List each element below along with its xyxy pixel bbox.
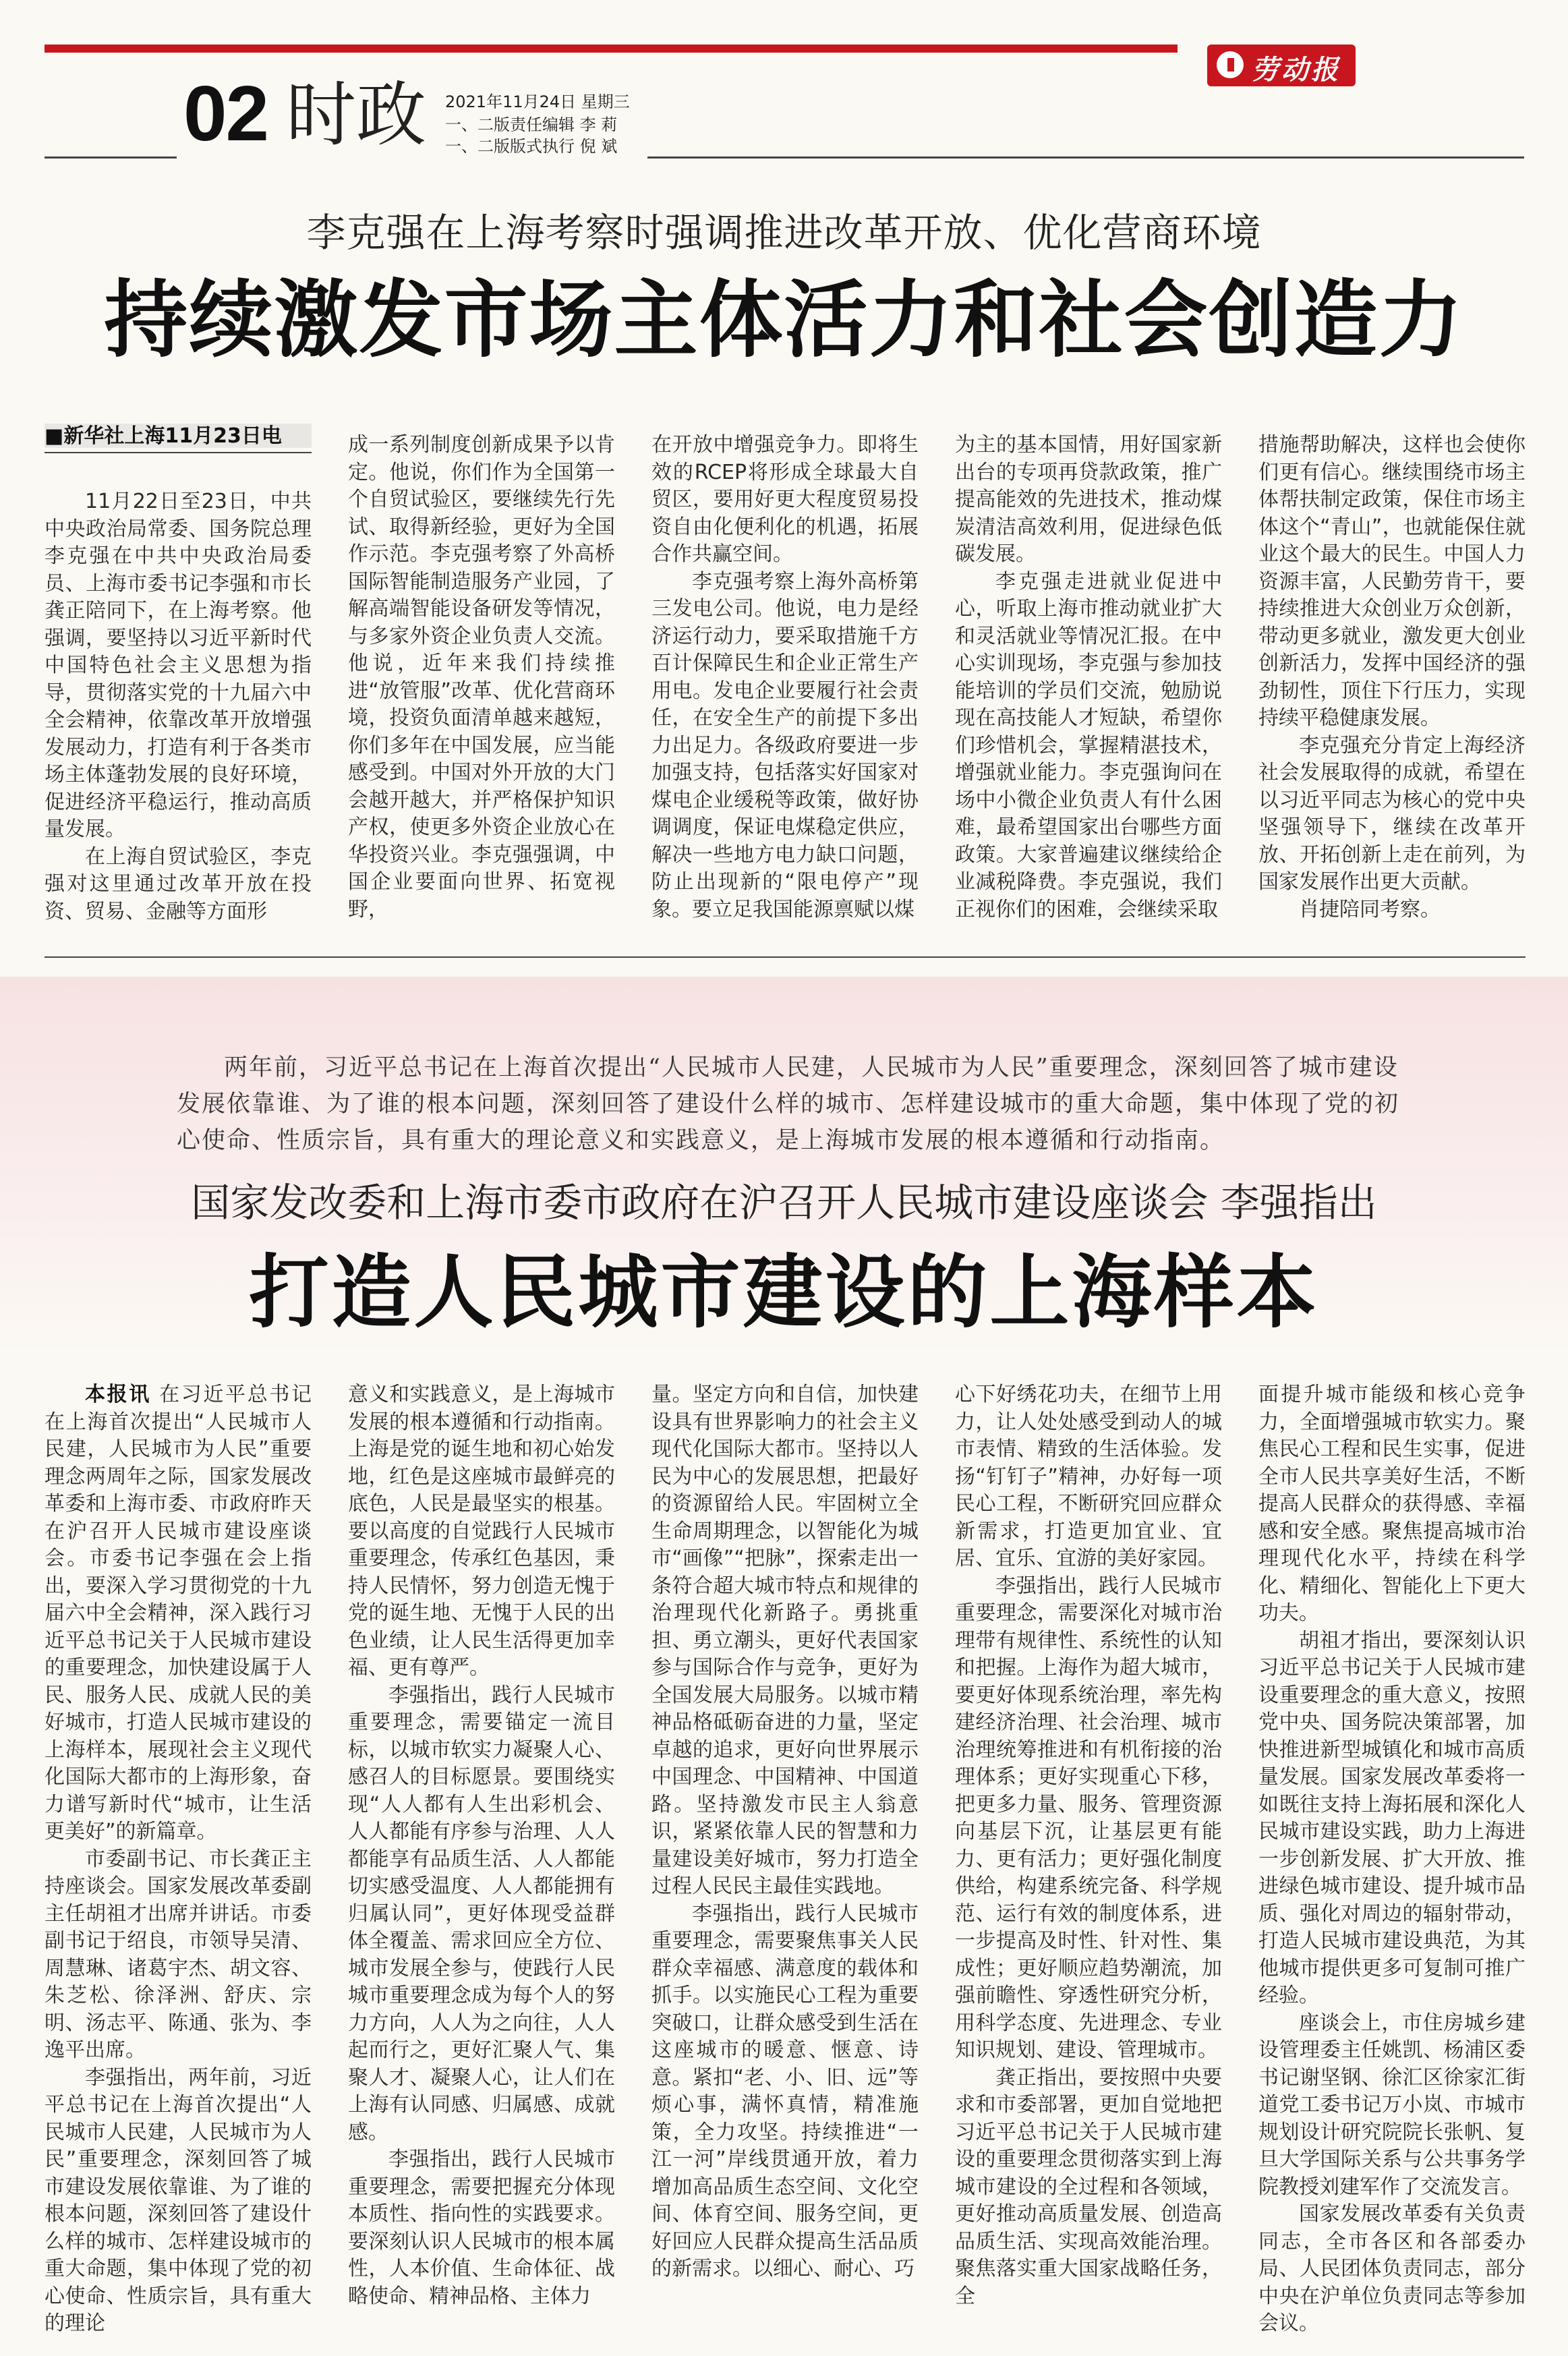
- layout-credit: 一、二版版式执行 倪 斌: [445, 137, 618, 156]
- lead-tag: 本报讯: [85, 1383, 151, 1406]
- paragraph: 国家发展改革委有关负责同志，全市各区和各部委办局、人民团体负责同志，部分中央在沪单位负责同志等参加会议。: [1258, 2202, 1526, 2335]
- paragraph: 李强指出，践行人民城市重要理念，需要把握充分体现本质性、指向性的实践要求。要深刻认识人民城市的根本属性，人本价值、生命体征、战略使命、精神品格、主体力: [348, 2148, 615, 2308]
- paragraph: 措施帮助解决，这样也会使你们更有信心。继续围绕市场主体帮扶制定政策，保住市场主体这个“青山”，也就能保住就业这个最大的民生。中国人力资源丰富，人民勤劳肯干，要持续推进大众创业万众创新，带动更多就业，激发更大创业创新活力，发挥中国经济的强劲韧性，顶住下行压力，实现持续平稳健康发展。: [1258, 433, 1526, 730]
- article1-dateline: ■新华社上海11月23日电: [45, 424, 282, 448]
- paragraph: 李克强走进就业促进中心，听取上海市推动就业扩大和灵活就业等情况汇报。在中心实训现场，李克强与参加技能培训的学员们交流，勉励说现在高技能人才短缺，希望你们珍惜机会，掌握精湛技术，增强就业能力。李克强询问在场中小微企业负责人有什么困难，最希望国家出台哪些方面政策。大家普遍建议继续给企业减税降费。李克强说，我们正视你们的困难，会继续采取: [955, 569, 1222, 921]
- paper-logo: [1207, 45, 1356, 86]
- paragraph: 龚正指出，要按照中央要求和市委部署，更加自觉地把习近平总书记关于人民城市建设的重要理念贯彻落实到上海城市建设的全过程和各领域，更好推动高质量发展、创造高品质生活、实现高效能治理。聚焦落实重大国家战略任务，全: [955, 2065, 1222, 2308]
- issue-date: 2021年11月24日 星期三: [445, 92, 630, 111]
- article2-column-4: [955, 1381, 1222, 2319]
- paragraph: 在上海自贸试验区，李克强对这里通过改革开放在投资、贸易、金融等方面形: [45, 844, 312, 923]
- article2-column-2: [348, 1381, 615, 2319]
- article-divider: [45, 956, 1526, 958]
- paragraph: 胡祖才指出，要深刻认识习近平总书记关于人民城市建设重要理念的重大意义，按照党中央、国务院决策部署，加快推进新型城镇化和城市高质量发展。国家发展改革委将一如既往支持上海拓展和深化人民城市建设实践，助力上海进一步创新发展、扩大开放、推进绿色城市建设、提升城市品质、强化对周边的辐射带动，打造人民城市建设典范，为其他城市提供更多可复制可推广经验。: [1258, 1628, 1526, 2007]
- article1-column-4: [955, 432, 1222, 942]
- article1-title: 持续激发市场主体活力和社会创造力: [104, 271, 1464, 369]
- section-name: 时政: [286, 74, 427, 156]
- article1-column-1: [45, 488, 312, 942]
- article2-column-1: [45, 1381, 312, 2335]
- article1-column-2: [348, 432, 615, 942]
- paragraph: 座谈会上，市住房城乡建设管理委主任姚凯、杨浦区委书记谢坚钢、徐汇区徐家汇街道党工委书记万小岚、市城市规划设计研究院院长张帆、复旦大学国际关系与公共事务学院教授刘建军作了交流发言。: [1258, 2011, 1526, 2199]
- top-red-rule: [45, 45, 1178, 53]
- paragraph: 李强指出，践行人民城市重要理念，需要锚定一流目标，以城市软实力凝聚人心、感召人的目标愿景。要围绕实现“人人都有人生出彩机会、人人都能有序参与治理、人人都能享有品质生活、人人都能切实感受温度、人人都能拥有归属认同”，更好体现受益群体全覆盖、需求回应全方位、城市发展全参与，使践行人民城市重要理念成为每个人的努力方向，人人为之向往，人人起而行之，更好汇聚人气、集聚人才、凝聚人心，让人们在上海有认同感、归属感、成就感。: [348, 1683, 615, 2144]
- paragraph: 意义和实践意义，是上海城市发展的根本遵循和行动指南。上海是党的诞生地和初心始发地，红色是这座城市最鲜亮的底色，人民是最坚实的根基。要以高度的自觉践行人民城市重要理念，传承红色基因，秉持人民情怀，努力创造无愧于党的诞生地、无愧于人民的出色业绩，让人民生活得更加幸福、更有尊严。: [348, 1383, 615, 1679]
- article2-title: 打造人民城市建设的上海样本: [249, 1245, 1319, 1339]
- paragraph: 面提升城市能级和核心竞争力，全面增强城市软实力。聚焦民心工程和民生实事，促进全市人民共享美好生活，不断提高人民群众的获得感、幸福感和安全感。聚焦提高城市治理现代化水平，持续在科学化、精细化、智能化上下更大功夫。: [1258, 1383, 1526, 1625]
- article1-column-5: [1258, 432, 1526, 942]
- paragraph: 李强指出，践行人民城市重要理念，需要深化对城市治理带有规律性、系统性的认知和把握。上海作为超大城市，要更好体现系统治理，率先构建经济治理、社会治理、城市治理统筹推进和有机衔接的治理体系；更好实现重心下移，把更多力量、服务、管理资源向基层下沉，让基层更有能力、更有活力；更好强化制度供给，构建系统完备、科学规范、运行有效的制度体系，进一步提高及时性、针对性、集成性；更好顺应趋势潮流，加强前瞻性、穿透性研究分析，用科学态度、先进理念、专业知识规划、建设、管理城市。: [955, 1574, 1222, 2062]
- paragraph: 李克强充分肯定上海经济社会发展取得的成就，希望在以习近平同志为核心的党中央坚强领导下，继续在改革开放、开拓创新上走在前列，为国家发展作出更大贡献。: [1258, 733, 1526, 894]
- paragraph: 李强指出，践行人民城市重要理念，需要聚焦事关人民群众幸福感、满意度的载体和抓手。以实施民心工程为重要突破口，让群众感受到生活在这座城市的暖意、惬意、诗意。紧扣“老、小、旧、远”等烦心事，满怀真情，精准施策，全力攻坚。持续推进“一江一河”岸线贯通开放，着力增加高品质生态空间、文化空间、体育空间、服务空间，更好回应人民群众提高生活品质的新需求。以细心、耐心、巧: [651, 1901, 919, 2280]
- paragraph: 11月22日至23日，中共中央政治局常委、国务院总理李克强在中共中央政治局委员、上海市委书记李强和市长龚正陪同下，在上海考察。他强调，要坚持以习近平新时代中国特色社会主义思想为指导，贯彻落实党的十九届六中全会精神，依靠改革开放增强发展动力，打造有利于各类市场主体蓬勃发展的良好环境，促进经济平稳运行，推动高质量发展。: [45, 490, 312, 841]
- editor-credit: 一、二版责任编辑 李 莉: [445, 115, 618, 134]
- paragraph: 在开放中增强竞争力。即将生效的RCEP将形成全球最大自贸区，要用好更大程度贸易投资自由化便利化的机遇，拓展合作共赢空间。: [651, 433, 919, 566]
- paragraph: 心下好绣花功夫，在细节上用力，让人处处感受到动人的城市表情、精致的生活体验。发扬“钉钉子”精神，办好每一项民心工程，不断研究回应群众新需求，打造更加宜业、宜居、宜乐、宜游的美好家园。: [955, 1383, 1222, 1570]
- article1-subtitle: 李克强在上海考察时强调推进改革开放、优化营商环境: [306, 210, 1262, 256]
- paragraph: 在习近平总书记在上海首次提出“人民城市人民建，人民城市为人民”重要理念两周年之际，国家发展改革委和上海市委、市政府昨天在沪召开人民城市建设座谈会。市委书记李强在会上指出，要深入学习贯彻党的十九届六中全会精神，深入践行习近平总书记关于人民城市建设的重要理念，加快建设属于人民、服务人民、成就人民的美好城市，打造人民城市建设的上海样本，展现社会主义现代化国际大都市的上海形象，奋力谱写新时代“城市，让生活更美好”的新篇章。: [45, 1383, 312, 1843]
- article2-column-5: [1258, 1381, 1526, 2335]
- paragraph: 成一系列制度创新成果予以肯定。他说，你们作为全国第一个自贸试验区，要继续先行先试、取得新经验，更好为全国作示范。李克强考察了外高桥国际智能制造服务产业园，了解高端智能设备研发等情况，与多家外资企业负责人交流。他说，近年来我们持续推进“放管服”改革、优化营商环境，投资负面清单越来越短，你们多年在中国发展，应当能感受到。中国对外开放的大门会越开越大，并严格保护知识产权，使更多外资企业放心在华投资兴业。李克强强调，中国企业要面向世界、拓宽视野，: [348, 433, 615, 921]
- paper-name: 劳动报: [1252, 54, 1341, 86]
- paragraph: 量。坚定方向和自信，加快建设具有世界影响力的社会主义现代化国际大都市。坚持以人民为中心的发展思想，把最好的资源留给人民。牢固树立全生命周期理念，以智能化为城市“画像”“把脉”，探索走出一条符合超大城市特点和规律的治理现代化新路子。勇挑重担、勇立潮头，更好代表国家参与国际合作与竞争，更好为全国发展大局服务。以城市精神品格砥砺奋进的力量，坚定卓越的追求，更好向世界展示中国理念、中国精神、中国道路。坚持激发市民主人翁意识，紧紧依靠人民的智慧和力量建设美好城市，努力打造全过程人民民主最佳实践地。: [651, 1383, 919, 1898]
- paragraph: 肖捷陪同考察。: [1299, 897, 1441, 921]
- paragraph: 李克强考察上海外高桥第三发电公司。他说，电力是经济运行动力，要采取措施千方百计保障民生和企业正常生产用电。发电企业要履行社会责任，在安全生产的前提下多出力出足力。各级政府要进一步加强支持，包括落实好国家对煤电企业缓税等政策，做好协调调度，保证电煤稳定供应，解决一些地方电力缺口问题，防止出现新的“限电停产”现象。要立足我国能源禀赋以煤: [651, 569, 919, 921]
- article2-subtitle: 国家发改委和上海市委市政府在沪召开人民城市建设座谈会 李强指出: [191, 1180, 1377, 1226]
- page-number: 02: [183, 69, 268, 157]
- paragraph: 为主的基本国情，用好国家新出台的专项再贷款政策，推广提高能效的先进技术，推动煤炭清洁高效利用，促进绿色低碳发展。: [955, 433, 1222, 566]
- paragraph: 李强指出，两年前，习近平总书记在上海首次提出“人民城市人民建，人民城市为人民”重要理念，深刻回答了城市建设发展依靠谁、为了谁的根本问题，深刻回答了建设什么样的城市、怎样建设城市的重大命题，集中体现了党的初心使命、性质宗旨，具有重大的理论: [45, 2065, 312, 2335]
- article2-column-3: [651, 1381, 919, 2319]
- paragraph: 市委副书记、市长龚正主持座谈会。国家发展改革委副主任胡祖才出席并讲话。市委副书记于绍良，市领导吴清、周慧琳、诸葛宇杰、胡文容、朱芝松、徐泽洲、舒庆、宗明、汤志平、陈通、张为、李逸平出席。: [45, 1847, 312, 2062]
- article1-column-3: [651, 432, 919, 942]
- article2-intro: 两年前，习近平总书记在上海首次提出“人民城市人民建，人民城市为人民”重要理念，深刻回答了城市建设发展依靠谁、为了谁的根本问题，深刻回答了建设什么样的城市、怎样建设城市的重大命题，集中体现了党的初心使命、性质宗旨，具有重大的理论意义和实践意义，是上海城市发展的根本遵循和行动指南。: [177, 1054, 1400, 1154]
